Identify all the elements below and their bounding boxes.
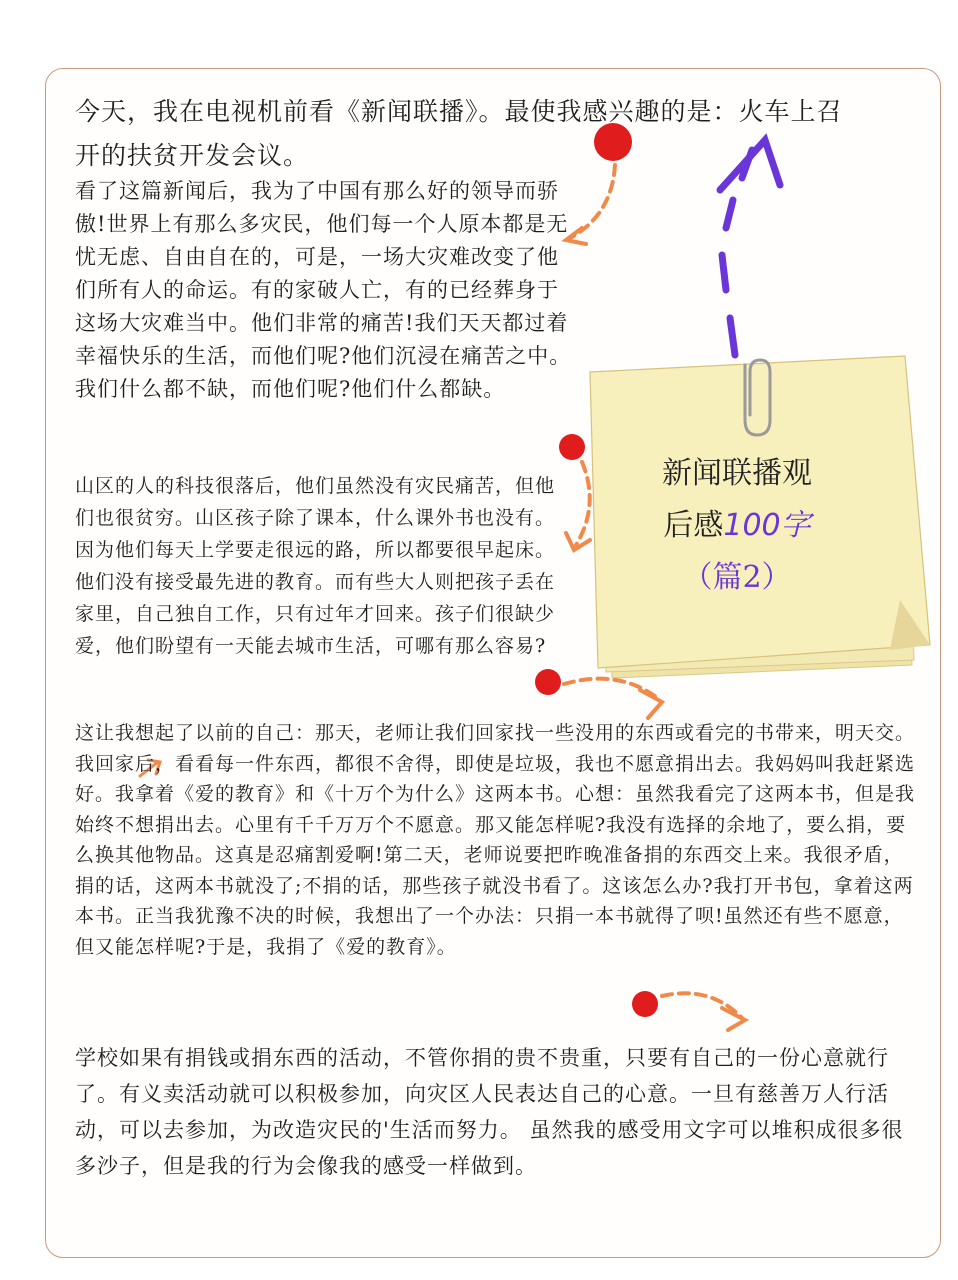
intro-paragraph: 今天，我在电视机前看《新闻联播》。最使我感兴趣的是：火车上召开的扶贫开发会议。 [75,97,843,170]
orange-dashed-arrow-icon [564,679,662,718]
paragraph-3: 这让我想起了以前的自己：那天，老师让我们回家找一些没用的东西或看完的书带来，明天交。我回家后，看看每一件东西，都很不舍得，即使是垃圾，我也不愿意捐出去。我妈妈叫我赶紧选好。我拿着《爱的教育》和《十万个为什么》这两本书。心想：虽然我看完了这两本书，但是我始终不想捐出去。心里有千千万万个不愿意。那又能怎样呢?我没有选择的余地了，要么捐，要么换其他物品。这真是忍痛割爱啊!第二天，老师说要把昨晚准备捐的东西交上来。我很矛盾，捐的话，这两本书就没了;不捐的话，那些孩子就没书看了。这该怎么办?我打开书包，拿着这两本书。正当我犹豫不决的时候，我想出了一个办法：只捐一本书就得了呗!虽然还有些不愿意，但又能怎样呢?于是，我捐了《爱的教育》。 [75,722,916,958]
red-dot-icon [632,991,658,1017]
red-dot-icon [535,669,561,695]
red-dot-icon [559,434,585,460]
paragraph-2: 山区的人的科技很落后，他们虽然没有灾民痛苦，但他们也很贫穷。山区孩子除了课本，什么课外书也没有。因为他们每天上学要走很远的路，所以都要很早起床。他们没有接受最先进的教育。而有些大人则把孩子丢在家里，自己独自工作，只有过年才回来。孩子们很缺少爱，他们盼望有一天能去城市生活，可哪有那么容易? [75,475,556,657]
note-line1: 新闻联播观 [662,456,812,491]
orange-dashed-arrow-icon [662,993,745,1030]
sticky-note-title [612,448,862,604]
note-line2-number: 100字 [723,508,811,543]
paragraph-4: 学校如果有捐钱或捐东西的活动，不管你捐的贵不贵重，只要有自己的一份心意就行了。有义卖活动就可以积极参加，向灾区人民表达自己的心意。一旦有慈善万人行活动，可以去参加，为改造灾民的'生活而努力。 虽然我的感受用文字可以堆积成很多很多沙子，但是我的行为会像我的感受一样做到。 [75,1046,904,1178]
paragraph-1: 看了这篇新闻后，我为了中国有那么好的领导而骄傲!世界上有那么多灾民，他们每一个人原本都是无忧无虑、自由自在的，可是，一场大灾难改变了他们所有人的命运。有的家破人亡，有的已经葬身于这场大灾难当中。他们非常的痛苦!我们天天都过着幸福快乐的生活，而他们呢?他们沉浸在痛苦之中。我们什么都不缺，而他们呢?他们什么都缺。 [75,179,572,401]
note-line2-prefix: 后感 [663,508,724,543]
note-line3: （篇2） [682,560,792,595]
